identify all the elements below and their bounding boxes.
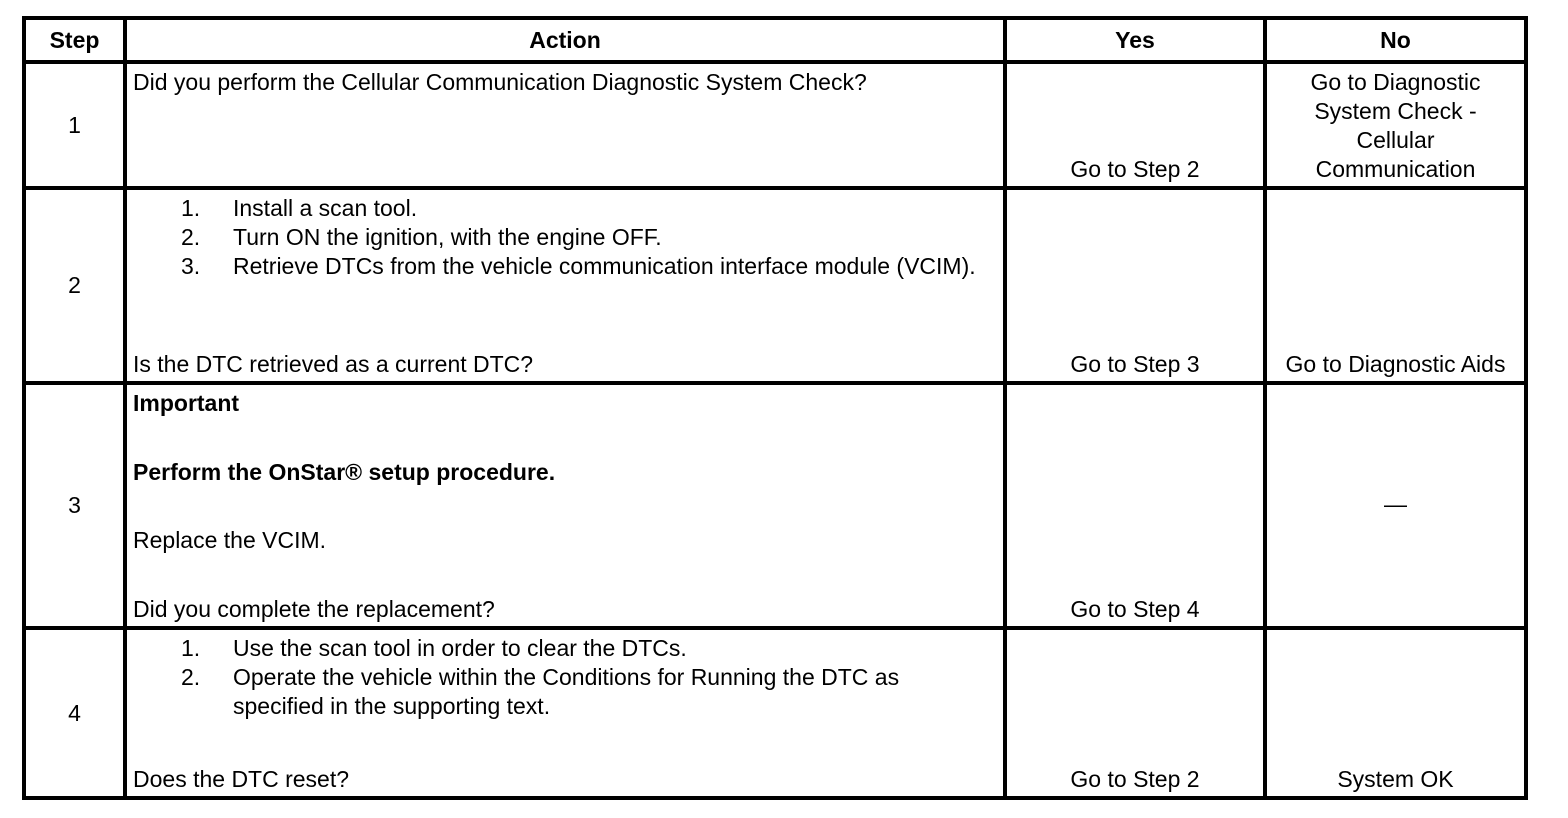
list-item-number: 2. (181, 664, 201, 690)
action-cell (125, 383, 1005, 628)
list-item-text: Install a scan tool. (233, 195, 418, 221)
action-question: Did you perform the Cellular Communication Diagnostic System Check? (133, 69, 867, 95)
header-step: Step (24, 18, 125, 62)
step-number: 4 (24, 628, 125, 798)
yes-cell: Go to Step 2 (1005, 628, 1265, 798)
list-item-text: Retrieve DTCs from the vehicle communication interface module (VCIM). (233, 253, 976, 279)
header-no: No (1265, 18, 1526, 62)
no-line: Go to Diagnostic (1310, 69, 1481, 95)
header-row (24, 18, 1526, 62)
list-item (133, 194, 995, 223)
list-item-text: Turn ON the ignition, with the engine OFF. (233, 224, 662, 250)
table-row (24, 628, 1526, 798)
action-question: Is the DTC retrieved as a current DTC? (133, 351, 534, 377)
important-note: Perform the OnStar® setup procedure. (133, 458, 556, 485)
action-steps-list (133, 194, 995, 281)
step-number: 2 (24, 188, 125, 383)
no-cell: System OK (1265, 628, 1526, 798)
list-item-number: 1. (181, 635, 201, 661)
list-item-text: Operate the vehicle within the Conditions for Running the DTC as specified in the supporting text. (233, 664, 900, 719)
header-action: Action (125, 18, 1005, 62)
table-row (24, 62, 1526, 188)
no-cell (1265, 62, 1526, 188)
step-number: 3 (24, 383, 125, 628)
no-cell: — (1265, 383, 1526, 628)
action-cell (125, 62, 1005, 188)
list-item-number: 1. (181, 195, 201, 221)
list-item-text: Use the scan tool in order to clear the DTCs. (233, 635, 687, 661)
list-item (133, 634, 995, 663)
list-item (133, 252, 995, 281)
list-item-number: 2. (181, 224, 201, 250)
important-label: Important (133, 390, 240, 416)
no-cell: Go to Diagnostic Aids (1265, 188, 1526, 383)
diagnostic-table (22, 16, 1528, 800)
list-item (133, 223, 995, 252)
no-line: System Check - (1314, 98, 1477, 124)
action-instruction: Replace the VCIM. (133, 527, 327, 554)
no-line: Communication (1315, 156, 1476, 182)
header-yes: Yes (1005, 18, 1265, 62)
action-question: Did you complete the replacement? (133, 595, 495, 622)
list-item-number: 3. (181, 253, 201, 279)
step-number: 1 (24, 62, 125, 188)
list-item (133, 663, 995, 721)
yes-cell: Go to Step 3 (1005, 188, 1265, 383)
action-cell (125, 628, 1005, 798)
table-row (24, 383, 1526, 628)
action-question: Does the DTC reset? (133, 766, 350, 792)
no-line: Cellular (1356, 127, 1435, 153)
yes-cell: Go to Step 4 (1005, 383, 1265, 628)
action-cell (125, 188, 1005, 383)
action-steps-list (133, 634, 995, 721)
table-row (24, 188, 1526, 383)
yes-cell: Go to Step 2 (1005, 62, 1265, 188)
